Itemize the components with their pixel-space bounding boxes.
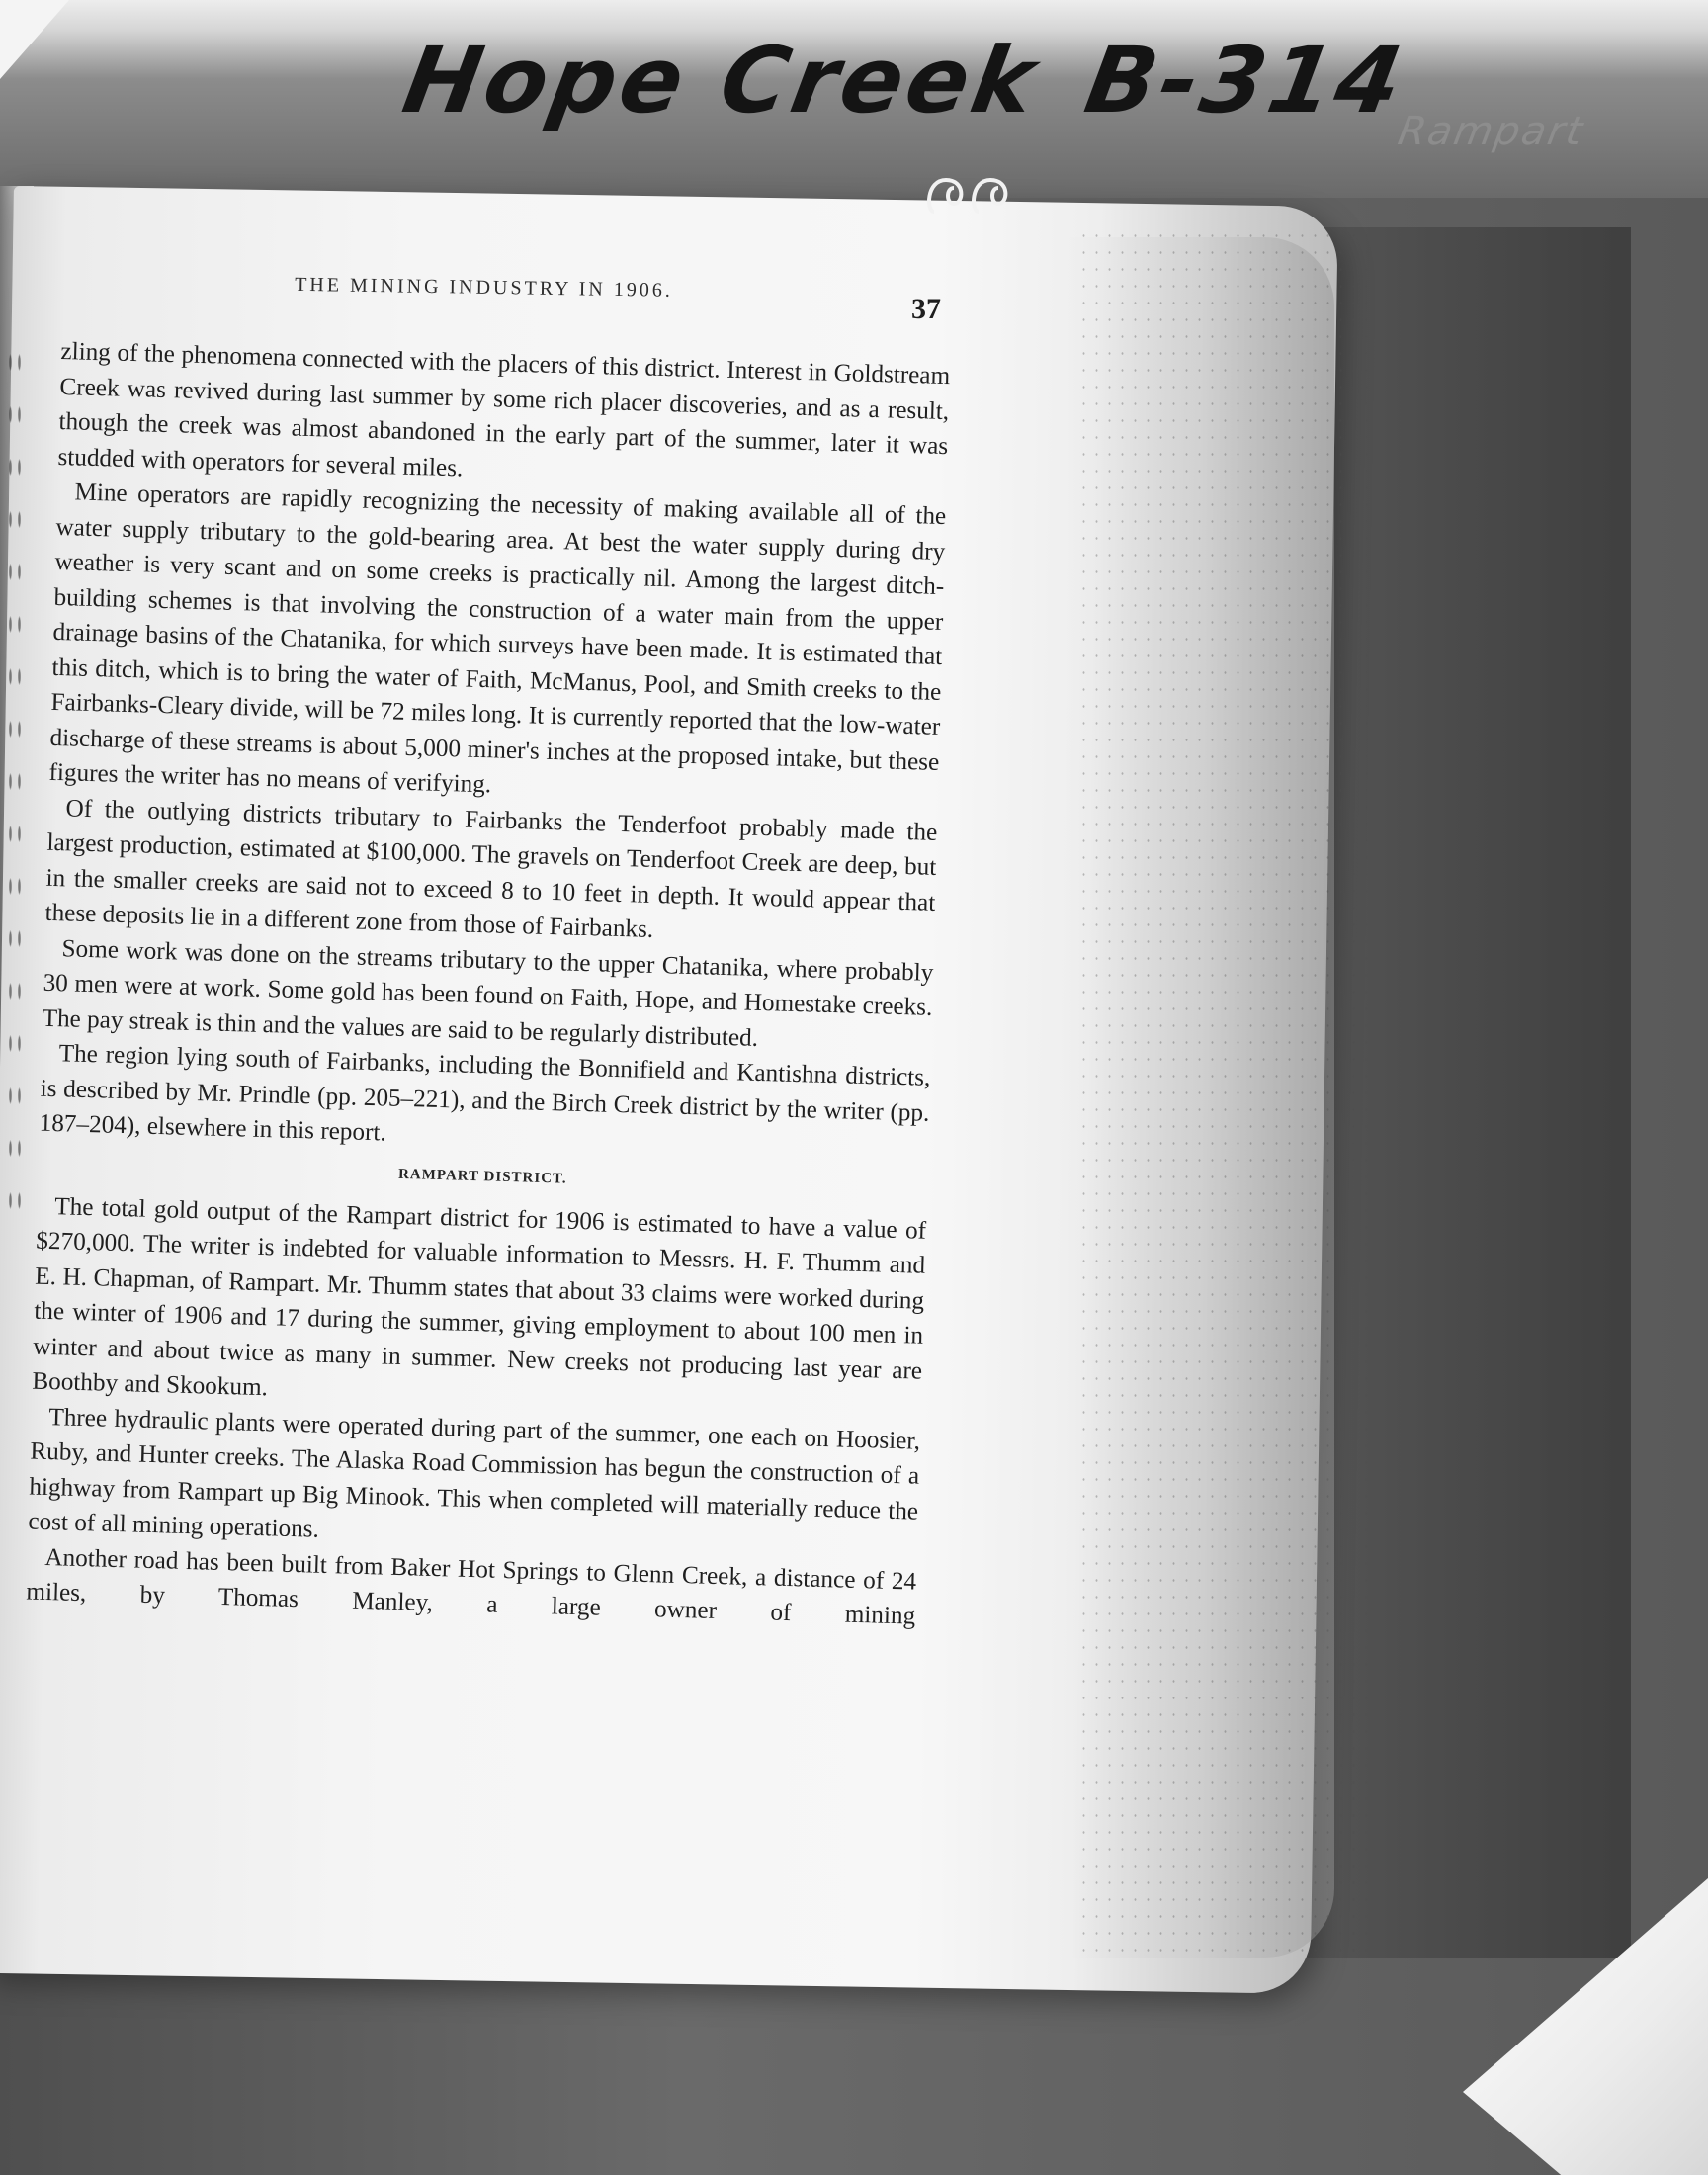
section-heading: RAMPART DISTRICT. (397, 1166, 567, 1187)
page-body (26, 334, 951, 1634)
paragraph: Some work was done on the streams tributary to the upper Chatanika, where probably 30 men were at work. Some gold has been found on Faith, Hope, and Homestake creeks. The pay streak is thin and the values are said to be regularly distributed. (42, 934, 934, 1052)
paragraph: The total gold output of the Rampart district for 1906 is estimated to have a value of $270,000. The writer is indebted for valuable information to Messrs. H. F. Thumm and E. H. Chapman, of Rampart. Mr. Thumm states that about 33 claims were worked during the winter of 1906 and 17 during the summer, giving employment to about 100 men in winter and about twice as many in summer. New creeks not producing last year are Boothby and Skookum. (32, 1192, 927, 1402)
paper-clip-icon (924, 174, 1033, 214)
paragraph: zling of the phenomena connected with the placers of this district. Interest in Goldstream Creek was revived during last summer by some rich placer discoveries, and as a result, though the creek was almost abandoned in the early part of the summer, later it was studded with operators for several miles. (57, 337, 951, 481)
paragraph: Three hydraulic plants were operated during part of the summer, one each on Hoosier, Ruby, and Hunter creeks. The Alaska Road Commission has begun the construction of a highway from Rampart up Big Minook. This when completed will materially reduce the cost of all mining operations. (28, 1403, 921, 1543)
page-number: 37 (911, 293, 941, 325)
scan-grain (1077, 227, 1374, 1958)
faint-annotation: Rampart (1394, 109, 1588, 154)
handwritten-code: B-314 (1077, 28, 1413, 133)
paragraph: Mine operators are rapidly recognizing the necessity of making available all of the water supply tributary to the gold-bearing area. At best the water supply during dry weather is very scant and on some creeks is practically nil. Among the largest ditch-building schemes is that involving the construction of a water main from the upper drainage basins of the Chatanika, for which surveys have been made. It is estimated that this ditch, which is to bring the water of Faith, McManus, Pool, and Smith creeks to the Fairbanks-Cleary divide, will be 72 miles long. It is currently reported that the low-water discharge of these streams is about 5,000 miner's inches at the proposed intake, but these figures the writer has no means of verifying. (48, 478, 947, 799)
running-header: THE MINING INDUSTRY IN 1906. (295, 273, 673, 302)
paragraph: Of the outlying districts tributary to Fairbanks the Tenderfoot probably made the largest production, estimated at $100,000. The gravels on Tenderfoot Creek are deep, but in the smaller creeks are said not to exceed 8 to 10 feet in depth. It would appear that these deposits lie in a different zone from those of Fairbanks. (44, 794, 938, 943)
paragraph: The region lying south of Fairbanks, including the Bonnifield and Kantishna districts, is described by Mr. Prindle (pp. 205–221), and the Birch Creek district by the writer (pp. 187–204), elsewhere in this report. (39, 1040, 931, 1147)
handwritten-title: Hope Creek (395, 28, 1047, 133)
binding-margin-marks (6, 336, 26, 1226)
paragraph: Another road has been built from Baker Hot Springs to Glenn Creek, a distance of 24 miles, by Thomas Manley, a large owner of mining (26, 1543, 917, 1630)
